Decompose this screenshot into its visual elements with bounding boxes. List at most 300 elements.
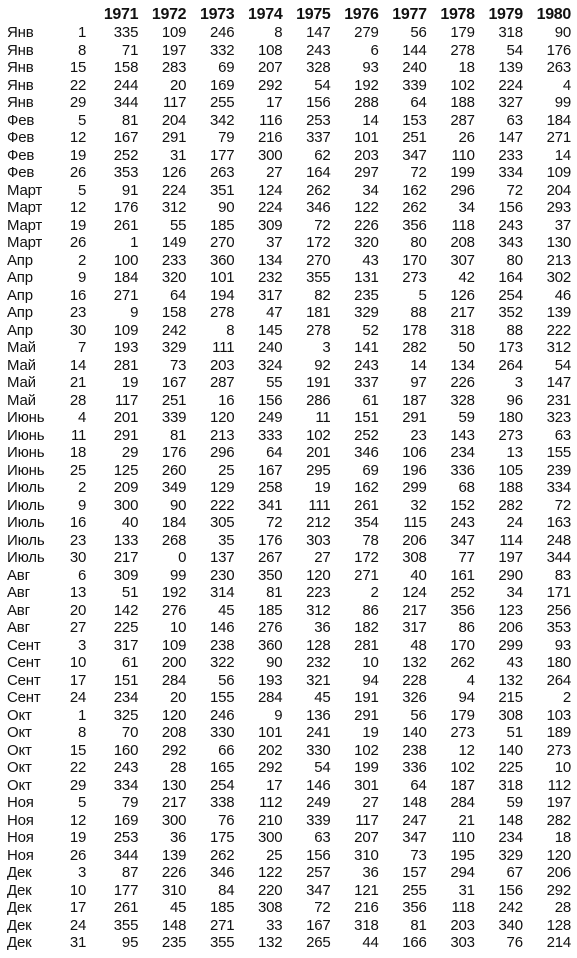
value-cell: 32 [410, 496, 427, 514]
value-cell: 333 [258, 426, 283, 444]
value-cell: 343 [498, 234, 523, 251]
value-cell: 248 [546, 531, 571, 549]
value-cell: 21 [458, 811, 475, 829]
value-cell: 284 [258, 689, 283, 706]
value-cell: 29 [121, 444, 139, 461]
value-cell: 112 [259, 794, 283, 811]
value-cell: 63 [506, 111, 523, 129]
month-cell: Июль [7, 514, 45, 531]
table-row [6, 42, 571, 60]
value-cell: 278 [450, 41, 475, 59]
month-cell: Окт [7, 759, 32, 776]
value-cell: 156 [258, 391, 283, 409]
value-cell: 148 [161, 916, 187, 934]
table-row [6, 777, 571, 795]
value-cell: 82 [314, 286, 331, 304]
value-cell: 309 [258, 216, 283, 234]
day-cell: 28 [69, 391, 87, 409]
day-cell: 30 [69, 321, 87, 339]
value-cell: 84 [218, 881, 235, 899]
value-cell: 230 [209, 566, 235, 584]
value-cell: 234 [498, 829, 523, 846]
value-cell: 217 [402, 601, 427, 619]
value-cell: 263 [209, 164, 235, 181]
value-cell: 267 [258, 549, 283, 566]
value-cell: 14 [554, 146, 571, 164]
value-cell: 251 [402, 129, 427, 146]
value-cell: 143 [450, 426, 475, 444]
value-cell: 225 [498, 759, 523, 776]
value-cell: 261 [113, 216, 139, 234]
table-row [6, 322, 571, 340]
value-cell: 308 [258, 899, 283, 916]
value-cell: 225 [113, 619, 139, 636]
value-cell: 36 [314, 619, 331, 636]
value-cell: 146 [209, 619, 235, 636]
month-cell: Авг [7, 601, 30, 619]
value-cell: 255 [402, 881, 427, 899]
value-cell: 170 [402, 251, 427, 269]
value-cell: 102 [450, 759, 475, 776]
value-cell: 54 [314, 759, 331, 776]
value-cell: 184 [113, 269, 139, 286]
value-cell: 262 [306, 181, 331, 199]
value-cell: 270 [209, 234, 235, 251]
value-cell: 243 [306, 41, 331, 59]
table-row [6, 934, 571, 952]
value-cell: 108 [258, 41, 283, 59]
value-cell: 188 [450, 94, 475, 111]
value-cell: 303 [306, 531, 331, 549]
value-cell: 344 [546, 549, 571, 566]
table-row [6, 427, 571, 445]
value-cell: 92 [314, 356, 331, 374]
value-cell: 339 [306, 811, 331, 829]
value-cell: 182 [354, 619, 379, 636]
value-cell: 296 [209, 444, 235, 461]
value-cell: 262 [450, 654, 475, 671]
value-cell: 179 [450, 24, 475, 41]
value-cell: 330 [306, 741, 331, 759]
value-cell: 90 [554, 24, 571, 41]
value-cell: 170 [450, 636, 475, 654]
day-cell: 4 [77, 409, 87, 426]
value-cell: 61 [121, 654, 139, 671]
table-row [6, 147, 571, 165]
value-cell: 254 [498, 286, 523, 304]
year-header: 1975 [296, 6, 331, 23]
value-cell: 167 [306, 916, 331, 934]
value-cell: 160 [113, 741, 139, 759]
value-cell: 37 [266, 234, 283, 251]
year-header: 1980 [536, 6, 571, 23]
value-cell: 105 [498, 461, 523, 479]
month-cell: Июль [7, 479, 45, 496]
value-cell: 300 [258, 829, 283, 846]
value-cell: 31 [170, 146, 187, 164]
value-cell: 100 [113, 251, 139, 269]
value-cell: 360 [258, 636, 283, 654]
value-cell: 312 [546, 339, 571, 356]
table-row [6, 864, 571, 882]
month-cell: Авг [7, 619, 30, 636]
month-cell: Янв [7, 94, 34, 111]
month-cell: Июль [7, 496, 45, 514]
value-cell: 167 [113, 129, 139, 146]
value-cell: 257 [306, 864, 331, 881]
value-cell: 4 [562, 76, 571, 94]
month-cell: Ноя [7, 794, 34, 811]
table-row [6, 462, 571, 480]
value-cell: 61 [362, 391, 379, 409]
value-cell: 132 [402, 654, 427, 671]
value-cell: 203 [354, 146, 379, 164]
table-row [6, 252, 571, 270]
value-cell: 132 [498, 671, 523, 689]
value-cell: 28 [170, 759, 187, 776]
value-cell: 312 [306, 601, 331, 619]
value-cell: 162 [354, 479, 379, 496]
value-cell: 148 [402, 794, 427, 811]
value-cell: 80 [506, 251, 523, 269]
month-cell: Сент [7, 671, 41, 689]
value-cell: 130 [161, 776, 187, 794]
value-cell: 54 [314, 76, 331, 94]
value-cell: 114 [499, 531, 523, 549]
day-cell: 26 [69, 164, 87, 181]
value-cell: 18 [458, 59, 475, 76]
value-cell: 45 [218, 601, 235, 619]
value-cell: 291 [113, 426, 139, 444]
value-cell: 261 [113, 899, 139, 916]
year-header: 1977 [392, 6, 427, 23]
value-cell: 128 [546, 916, 571, 934]
value-cell: 243 [113, 759, 139, 776]
month-cell: Дек [7, 864, 32, 881]
table-row [6, 759, 571, 777]
value-cell: 151 [113, 671, 139, 689]
value-cell: 232 [258, 269, 283, 286]
value-cell: 36 [170, 829, 187, 846]
value-cell: 344 [113, 94, 139, 111]
value-cell: 264 [546, 671, 571, 689]
value-cell: 117 [162, 94, 187, 111]
month-cell: Май [7, 374, 36, 391]
value-cell: 149 [161, 234, 187, 251]
value-cell: 80 [410, 234, 427, 251]
value-cell: 265 [306, 934, 331, 951]
value-cell: 355 [113, 916, 139, 934]
value-cell: 14 [362, 111, 379, 129]
value-cell: 213 [209, 426, 235, 444]
value-cell: 310 [354, 846, 379, 864]
value-cell: 284 [161, 671, 187, 689]
value-cell: 90 [266, 654, 283, 671]
day-cell: 22 [69, 759, 87, 776]
value-cell: 17 [266, 776, 283, 794]
value-cell: 115 [403, 514, 427, 531]
value-cell: 52 [362, 321, 379, 339]
value-cell: 292 [258, 759, 283, 776]
value-cell: 294 [450, 864, 475, 881]
value-cell: 271 [546, 129, 571, 146]
table-row [6, 882, 571, 900]
value-cell: 356 [450, 601, 475, 619]
value-cell: 110 [451, 829, 475, 846]
value-cell: 156 [306, 94, 331, 111]
value-cell: 189 [546, 724, 571, 741]
value-cell: 346 [209, 864, 235, 881]
day-cell: 3 [77, 864, 87, 881]
table-row [6, 672, 571, 690]
month-cell: Окт [7, 724, 32, 741]
value-cell: 262 [402, 199, 427, 216]
month-cell: Дек [7, 881, 32, 899]
value-cell: 12 [458, 741, 475, 759]
table-row [6, 549, 571, 567]
value-cell: 335 [113, 24, 139, 41]
value-cell: 281 [354, 636, 379, 654]
day-cell: 16 [69, 286, 87, 304]
value-cell: 3 [514, 374, 523, 391]
month-cell: Май [7, 356, 36, 374]
table-row [6, 794, 571, 812]
day-cell: 5 [77, 181, 87, 199]
day-cell: 10 [69, 654, 87, 671]
value-cell: 155 [546, 444, 571, 461]
value-cell: 156 [306, 846, 331, 864]
value-cell: 287 [209, 374, 235, 391]
value-cell: 252 [113, 146, 139, 164]
value-cell: 356 [402, 899, 427, 916]
table-row [6, 619, 571, 637]
day-cell: 7 [77, 339, 87, 356]
value-cell: 292 [546, 881, 571, 899]
value-cell: 120 [546, 846, 571, 864]
value-cell: 166 [402, 934, 427, 951]
value-cell: 56 [218, 671, 235, 689]
value-cell: 346 [354, 444, 379, 461]
value-cell: 355 [306, 269, 331, 286]
day-cell: 1 [77, 706, 87, 724]
value-cell: 86 [458, 619, 475, 636]
value-cell: 203 [209, 356, 235, 374]
value-cell: 132 [258, 934, 283, 951]
value-cell: 64 [410, 94, 427, 111]
value-cell: 226 [450, 374, 475, 391]
value-cell: 25 [218, 461, 235, 479]
month-cell: Июнь [7, 409, 45, 426]
value-cell: 81 [170, 426, 187, 444]
value-cell: 33 [266, 916, 283, 934]
value-cell: 172 [354, 549, 379, 566]
value-cell: 290 [498, 566, 523, 584]
value-cell: 234 [113, 689, 139, 706]
value-cell: 317 [258, 286, 283, 304]
value-cell: 50 [458, 339, 475, 356]
year-header: 1978 [440, 6, 475, 23]
value-cell: 351 [209, 181, 235, 199]
value-cell: 214 [546, 934, 571, 951]
value-cell: 176 [113, 199, 139, 216]
value-cell: 206 [402, 531, 427, 549]
value-cell: 176 [258, 531, 283, 549]
value-cell: 337 [354, 374, 379, 391]
value-cell: 124 [258, 181, 283, 199]
value-cell: 153 [402, 111, 427, 129]
value-cell: 120 [161, 706, 187, 724]
value-cell: 181 [306, 304, 331, 321]
value-cell: 0 [178, 549, 187, 566]
value-cell: 43 [506, 654, 523, 671]
value-cell: 300 [258, 146, 283, 164]
value-cell: 273 [450, 724, 475, 741]
value-cell: 69 [218, 59, 235, 76]
value-cell: 291 [161, 129, 187, 146]
value-cell: 34 [362, 181, 379, 199]
value-cell: 353 [113, 164, 139, 181]
value-cell: 326 [402, 689, 427, 706]
value-cell: 68 [458, 479, 475, 496]
month-cell: Окт [7, 706, 32, 724]
value-cell: 16 [218, 391, 235, 409]
value-cell: 103 [546, 706, 571, 724]
value-cell: 243 [498, 216, 523, 234]
value-cell: 336 [402, 759, 427, 776]
table-row [6, 707, 571, 725]
value-cell: 133 [113, 531, 139, 549]
day-cell: 5 [77, 111, 87, 129]
value-cell: 224 [258, 199, 283, 216]
value-cell: 192 [161, 584, 187, 601]
table-row [6, 112, 571, 130]
day-cell: 8 [77, 41, 87, 59]
value-cell: 187 [402, 391, 427, 409]
value-cell: 283 [161, 59, 187, 76]
value-cell: 226 [161, 864, 187, 881]
value-cell: 258 [258, 479, 283, 496]
value-cell: 273 [546, 741, 571, 759]
day-cell: 15 [69, 741, 87, 759]
value-cell: 2 [562, 689, 571, 706]
value-cell: 37 [554, 216, 571, 234]
value-cell: 177 [113, 881, 139, 899]
value-cell: 271 [113, 286, 139, 304]
day-cell: 26 [69, 234, 87, 251]
value-cell: 139 [498, 59, 523, 76]
day-cell: 12 [69, 129, 87, 146]
table-row [6, 812, 571, 830]
value-cell: 288 [354, 94, 379, 111]
value-cell: 310 [161, 881, 187, 899]
value-cell: 249 [306, 794, 331, 811]
value-cell: 172 [306, 234, 331, 251]
value-cell: 90 [218, 199, 235, 216]
value-cell: 233 [498, 146, 523, 164]
value-cell: 329 [498, 846, 523, 864]
month-cell: Янв [7, 76, 34, 94]
day-cell: 16 [69, 514, 87, 531]
value-cell: 140 [498, 741, 523, 759]
day-cell: 19 [69, 216, 87, 234]
value-cell: 111 [308, 496, 331, 514]
value-cell: 101 [354, 129, 379, 146]
value-cell: 139 [161, 846, 187, 864]
value-cell: 88 [410, 304, 427, 321]
value-cell: 299 [498, 636, 523, 654]
value-cell: 244 [113, 76, 139, 94]
day-cell: 10 [69, 881, 87, 899]
value-cell: 83 [554, 566, 571, 584]
value-cell: 187 [450, 776, 475, 794]
value-cell: 76 [218, 811, 235, 829]
day-cell: 2 [77, 251, 87, 269]
value-cell: 81 [410, 916, 427, 934]
value-cell: 117 [355, 811, 379, 829]
table-row [6, 514, 571, 532]
table-row [6, 339, 571, 357]
value-cell: 292 [258, 76, 283, 94]
value-cell: 243 [354, 356, 379, 374]
value-cell: 55 [266, 374, 283, 391]
value-cell: 307 [450, 251, 475, 269]
value-cell: 165 [209, 759, 235, 776]
value-cell: 18 [554, 829, 571, 846]
day-cell: 6 [77, 566, 87, 584]
value-cell: 347 [450, 531, 475, 549]
month-cell: Фев [7, 111, 35, 129]
value-cell: 163 [546, 514, 571, 531]
value-cell: 93 [554, 636, 571, 654]
value-cell: 158 [113, 59, 139, 76]
value-cell: 292 [161, 741, 187, 759]
value-cell: 329 [161, 339, 187, 356]
value-cell: 268 [161, 531, 187, 549]
day-cell: 14 [69, 356, 87, 374]
value-cell: 243 [450, 514, 475, 531]
value-cell: 180 [546, 654, 571, 671]
value-cell: 164 [498, 269, 523, 286]
value-cell: 185 [209, 899, 235, 916]
value-cell: 102 [354, 741, 379, 759]
value-cell: 102 [450, 76, 475, 94]
value-cell: 282 [546, 811, 571, 829]
month-cell: Сент [7, 636, 41, 654]
value-cell: 296 [450, 181, 475, 199]
value-cell: 347 [306, 881, 331, 899]
value-cell: 20 [170, 76, 187, 94]
value-cell: 284 [450, 794, 475, 811]
value-cell: 241 [306, 724, 331, 741]
value-cell: 334 [498, 164, 523, 181]
value-cell: 204 [546, 181, 571, 199]
value-cell: 44 [362, 934, 379, 951]
year-header: 1974 [248, 6, 283, 23]
value-cell: 13 [506, 444, 523, 461]
value-cell: 261 [354, 496, 379, 514]
value-cell: 126 [450, 286, 475, 304]
value-cell: 175 [209, 829, 235, 846]
value-cell: 323 [546, 409, 571, 426]
value-cell: 340 [498, 916, 523, 934]
value-cell: 6 [370, 41, 379, 59]
value-cell: 34 [458, 199, 475, 216]
value-cell: 131 [354, 269, 379, 286]
day-cell: 9 [77, 269, 87, 286]
value-cell: 197 [546, 794, 571, 811]
value-cell: 222 [209, 496, 235, 514]
value-cell: 353 [546, 619, 571, 636]
